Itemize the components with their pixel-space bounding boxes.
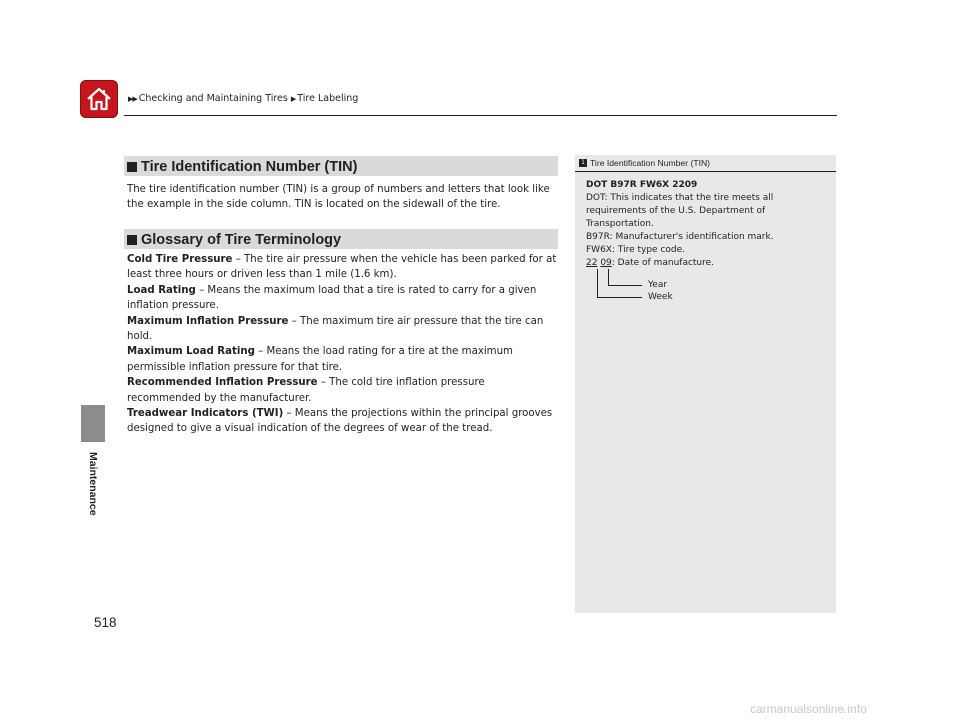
glossary-list <box>127 252 557 437</box>
callout-week-label: Week <box>648 292 673 302</box>
note-line-manufacturer: B97R: Manufacturer's identification mark. <box>586 232 774 242</box>
header-divider <box>124 115 837 116</box>
tin-intro-paragraph: The tire identification number (TIN) is a group of numbers and letters that look like the example in the side column. TIN is located on the sidewall of the tire. <box>127 184 550 211</box>
section-title: Glossary of Tire Terminology <box>141 232 342 248</box>
week-leader-horizontal <box>597 297 642 298</box>
section-header-tin <box>124 156 558 176</box>
glossary-entry <box>127 283 557 314</box>
date-week-digits: 22 <box>586 258 598 268</box>
glossary-entry <box>127 314 557 345</box>
glossary-definition: – Means the projections within the principal grooves designed to give a visual indication of the degrees of wear of the tread. <box>127 408 553 435</box>
breadcrumb-arrow-icon: ▶▶ <box>128 95 137 103</box>
watermark: carmanualsonline.info <box>750 702 867 716</box>
glossary-term: Load Rating <box>127 284 196 296</box>
glossary-term: Maximum Load Rating <box>127 346 255 358</box>
week-leader-vertical <box>597 269 598 297</box>
glossary-term: Cold Tire Pressure <box>127 254 233 265</box>
date-year-digits: 09 <box>600 258 612 268</box>
home-icon <box>84 84 114 114</box>
glossary-term: Maximum Inflation Pressure <box>127 315 289 327</box>
note-header <box>575 155 836 172</box>
glossary-entry <box>127 344 557 375</box>
glossary-definition: – The tire air pressure when the vehicle has been parked for at least three hours or driven less than 1 mile (1.6 km). <box>127 254 557 281</box>
year-leader-vertical <box>608 269 609 285</box>
section-square-icon <box>127 235 137 245</box>
side-column-note <box>575 155 836 613</box>
glossary-term: Treadwear Indicators (TWI) <box>127 408 284 420</box>
note-marker-icon: 1 <box>579 159 587 167</box>
glossary-definition: – The maximum tire air pressure that the tire can hold. <box>127 315 544 343</box>
glossary-definition: – The cold tire inflation pressure recommended by the manufacturer. <box>127 377 485 404</box>
year-leader-horizontal <box>608 285 642 286</box>
breadcrumb-item-tire-labeling[interactable]: Tire Labeling <box>297 93 359 104</box>
date-label: : Date of manufacture. <box>611 258 715 268</box>
section-square-icon <box>127 162 137 172</box>
section-header-glossary <box>124 229 558 249</box>
breadcrumb-item-checking-tires[interactable]: Checking and Maintaining Tires <box>138 93 288 104</box>
breadcrumb <box>128 93 358 104</box>
tin-code-example: DOT B97R FW6X 2209 <box>586 180 698 190</box>
note-line-dot: DOT: This indicates that the tire meets all requirements of the U.S. Department of Transportation. <box>586 193 774 229</box>
note-body <box>586 179 826 270</box>
note-title[interactable]: Tire Identification Number (TIN) <box>590 158 711 168</box>
glossary-term: Recommended Inflation Pressure <box>127 377 318 389</box>
glossary-entry <box>127 375 557 406</box>
callout-year-label: Year <box>648 280 668 290</box>
glossary-definition: – Means the load rating for a tire at the maximum permissible inflation pressure for that tire. <box>127 346 513 373</box>
note-line-date <box>586 257 826 270</box>
section-title: Tire Identification Number (TIN) <box>141 159 358 175</box>
page-number: 518 <box>94 615 117 630</box>
home-button[interactable] <box>80 80 118 118</box>
side-tab-marker <box>81 405 105 442</box>
breadcrumb-arrow-icon: ▶ <box>290 95 296 103</box>
glossary-entry <box>127 252 557 283</box>
side-tab-label <box>86 452 100 572</box>
side-tab-text: Maintenance <box>87 452 99 516</box>
glossary-entry <box>127 406 557 437</box>
note-line-tire-type: FW6X: Tire type code. <box>586 245 686 255</box>
glossary-definition: – Means the maximum load that a tire is rated to carry for a given inflation pressure. <box>127 284 537 312</box>
